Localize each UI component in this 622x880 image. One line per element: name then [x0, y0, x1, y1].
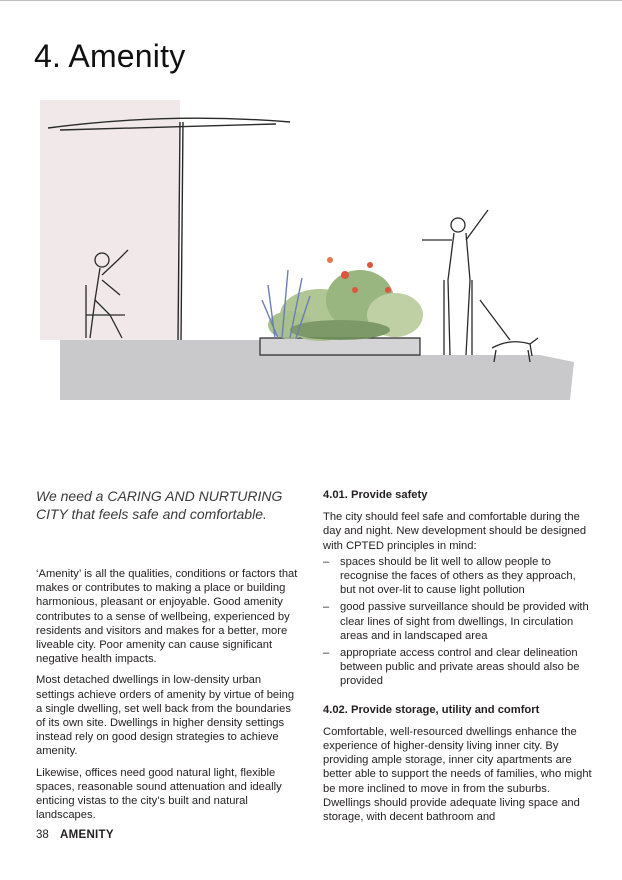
- right-column: [323, 488, 593, 826]
- amenity-sketch-illustration: [40, 100, 582, 410]
- umbrella-shadow: [40, 100, 180, 340]
- safety-bullet-list: [323, 555, 593, 689]
- section-intro: The city should feel safe and comfortable during the day and night. New development should be designed with CPTED principles in mind:: [323, 511, 587, 552]
- list-item: – good passive surveillance should be provided with clear lines of sight from dwellings, In circulation areas and in landscaped area: [323, 601, 589, 642]
- section-heading-safety: 4.01. Provide safety: [323, 489, 428, 501]
- dog-icon: [480, 300, 538, 362]
- dash-marker: –: [323, 647, 330, 660]
- pull-quote: We need a CARING AND NURTURING CITY that feels safe and comfortable.: [36, 488, 283, 522]
- dash-marker: –: [323, 555, 330, 568]
- paragraph: Most detached dwellings in low-density urban settings achieve orders of amenity by virtue of being a single dwelling, set well back from the boundaries of its own site. Dwellings in higher density settings instead rely on good design strategies to achieve amenity.: [36, 674, 295, 758]
- list-item: – appropriate access control and clear delineation between public and private areas should also be provided: [323, 647, 580, 688]
- top-rule: [0, 0, 622, 1]
- left-column: [36, 567, 300, 829]
- paragraph: ‘Amenity’ is all the qualities, conditions or factors that makes or contributes to making a place or building harmonious, pleasant or enjoyable. Good amenity contributes to a sense of wellbeing, experienced by residents and visitors and makes for a better, more liveable city. Poor amenity can cause significant negative health impacts.: [36, 568, 298, 666]
- planter: [260, 338, 420, 355]
- footer-label: AMENITY: [60, 829, 114, 841]
- dash-marker: –: [323, 601, 330, 614]
- page-footer: [36, 829, 114, 841]
- page-number: 38: [36, 829, 49, 841]
- page-title: 4. Amenity: [34, 38, 186, 74]
- list-item: – spaces should be lit well to allow people to recognise the faces of others as they approach, but not over-lit to cause light pollution: [323, 555, 576, 597]
- standing-person-icon: [422, 210, 488, 355]
- section-body: Comfortable, well-resourced dwellings enhance the experience of higher-density living inner city. By providing ample storage, inner city apartments are better able to support the needs of families, who might be more inclined to move in from the suburbs. Dwellings should provide adequate living space and storage, with decent bathroom and: [323, 725, 592, 824]
- paragraph: Likewise, offices need good natural light, flexible spaces, reasonable sound attenuation and ideally enticing vistas to the city’s built and natural landscapes.: [36, 766, 282, 822]
- section-heading-storage: 4.02. Provide storage, utility and comfort: [323, 703, 540, 716]
